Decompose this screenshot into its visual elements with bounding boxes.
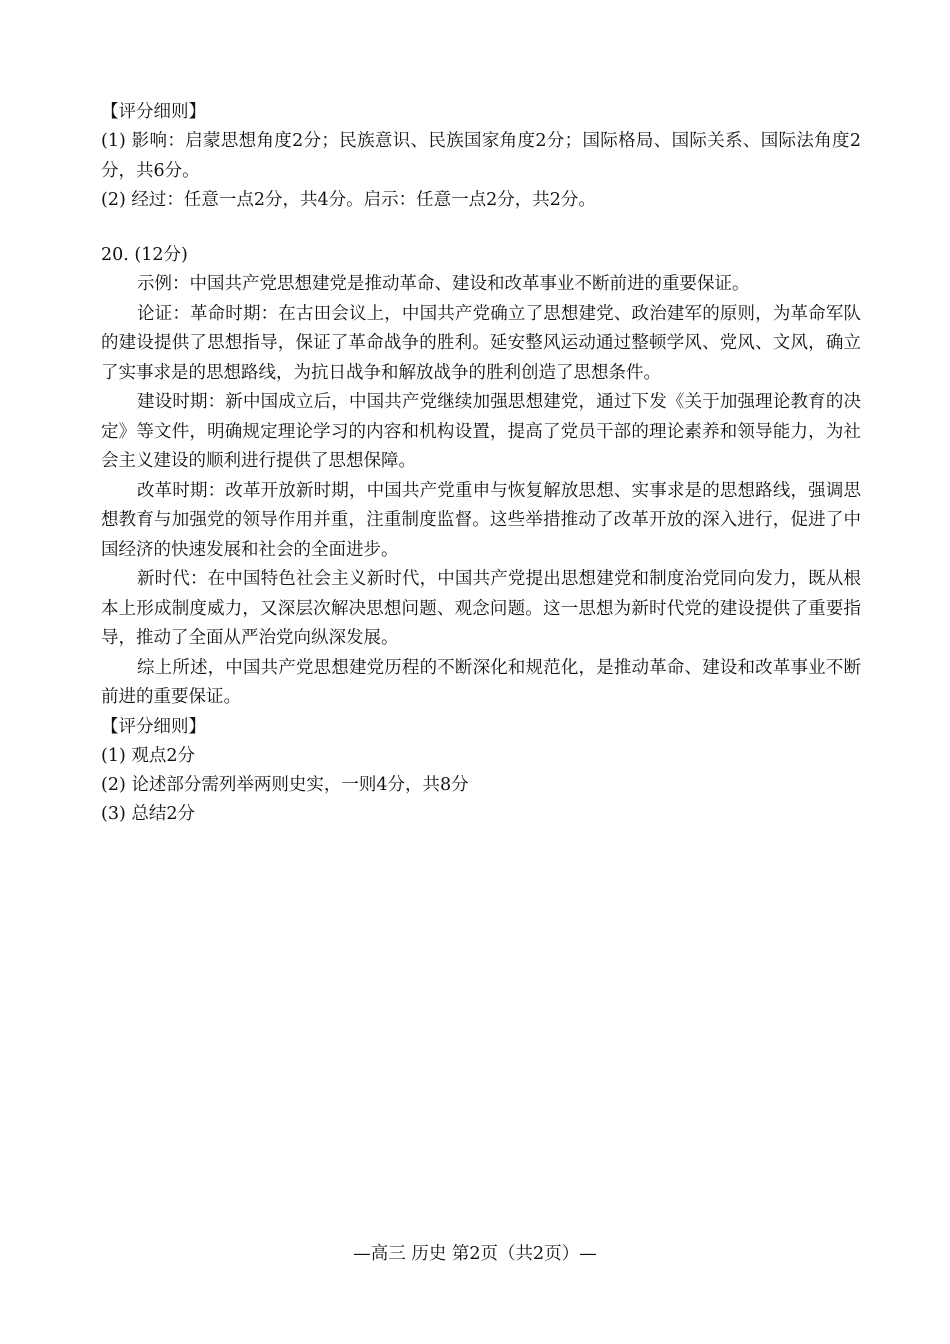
argument-new-era: 新时代：在中国特色社会主义新时代，中国共产党提出思想建党和制度治党同向发力，既从根本上形成制度威力，又深层次解决思想问题、观念问题。这一思想为新时代党的建设提供了重要指导，推动了全面从严治党向纵深发展。	[101, 569, 861, 648]
answer-page	[101, 98, 861, 829]
question-20-header: 20. (12分)	[101, 245, 188, 265]
rubric-item-20-1: (1) 观点2分	[101, 745, 195, 766]
argument-reform: 改革时期：改革开放新时期，中国共产党重申与恢复解放思想、实事求是的思想路线，强调思想教育与加强党的领导作用并重，注重制度监督。这些举措推动了改革开放的深入进行，促进了中国经济的快速发展和社会的全面进步。	[101, 480, 861, 560]
rubric-item-19-2: (2) 经过：任意一点2分，共4分。启示：任意一点2分，共2分。	[101, 190, 596, 210]
rubric-title-20: 【评分细则】	[101, 716, 206, 737]
conclusion: 综上所述，中国共产党思想建党历程的不断深化和规范化，是推动革命、建设和改革事业不断前进的重要保证。	[101, 657, 861, 707]
rubric-title-19: 【评分细则】	[101, 102, 206, 122]
argument-construction: 建设时期：新中国成立后，中国共产党继续加强思想建党，通过下发《关于加强理论教育的决定》等文件，明确规定理论学习的内容和机构设置，提高了党员干部的理论素养和领导能力，为社会主义建设的顺利进行提供了思想保障。	[101, 392, 861, 471]
rubric-item-20-3: (3) 总结2分	[101, 803, 195, 824]
page-footer: —高三 历史 第2页（共2页）—	[353, 1244, 597, 1264]
example-thesis: 示例：中国共产党思想建党是推动革命、建设和改革事业不断前进的重要保证。	[137, 274, 750, 294]
rubric-item-20-2: (2) 论述部分需列举两则史实，一则4分，共8分	[101, 774, 469, 795]
argument-revolution: 论证：革命时期：在古田会议上，中国共产党确立了思想建党、政治建军的原则，为革命军队的建设提供了思想指导，保证了革命战争的胜利。延安整风运动通过整顿学风、党风、文风，确立了实事求是的思想路线，为抗日战争和解放战争的胜利创造了思想条件。	[101, 303, 861, 383]
rubric-item-19-1: (1) 影响：启蒙思想角度2分；民族意识、民族国家角度2分；国际格局、国际关系、国际法角度2分，共6分。	[101, 131, 861, 181]
